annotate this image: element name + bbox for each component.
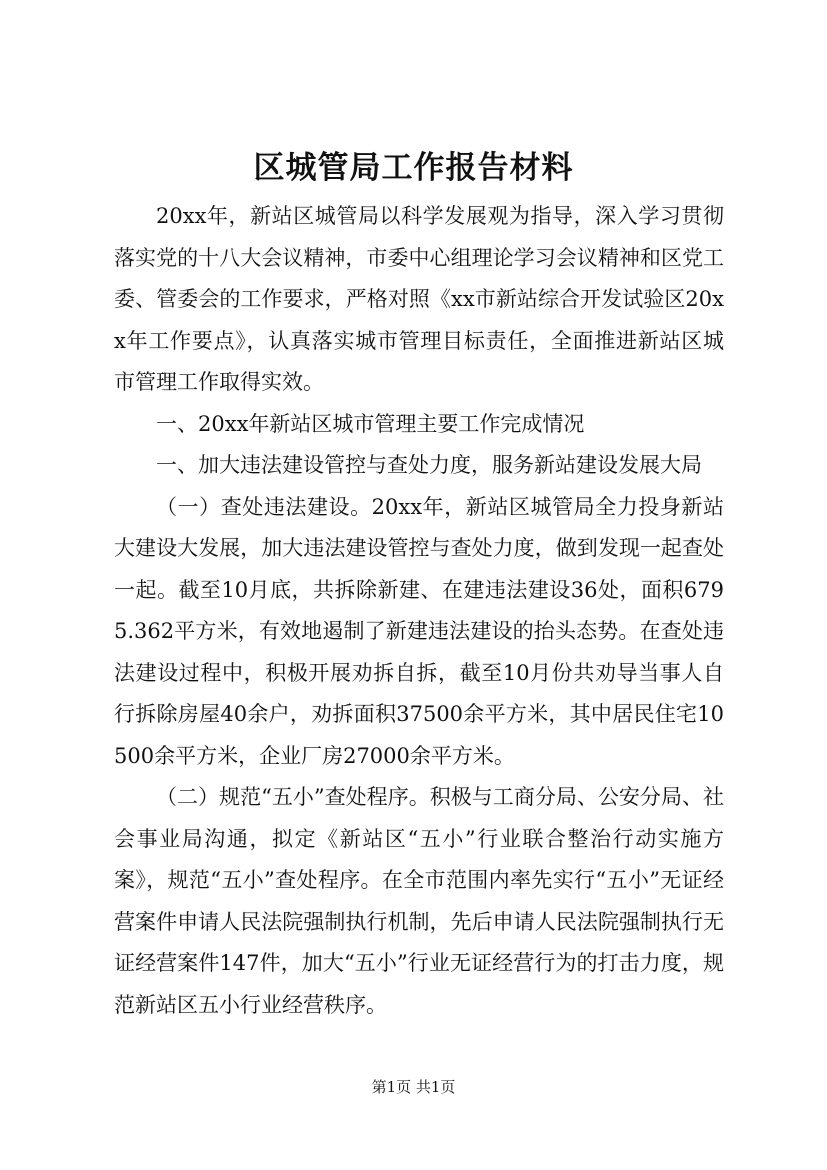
intro-paragraph: 20xx年，新站区城管局以科学发展观为指导，深入学习贯彻落实党的十八大会议精神，市委中心组理论学习会议精神和区党工委、管委会的工作要求，严格对照《xx市新站综合开发试验区20xx年工作要点》，认真落实城市管理目标责任，全面推进新站区城市管理工作取得实效。 <box>114 204 724 394</box>
document-body <box>114 196 724 1026</box>
paragraph-illegal-construction: （一）查处违法建设。20xx年，新站区城管局全力投身新站大建设大发展，加大违法建设管控与查处力度，做到发现一起查处一起。截至10月底，共拆除新建、在建违法建设36处，面积6795.362平方米，有效地遏制了新建违法建设的抬头态势。在查处违法建设过程中，积极开展劝拆自拆，截至10月份共劝导当事人自行拆除房屋40余户，劝拆面积37500余平方米，其中居民住宅10500余平方米，企业厂房27000余平方米。 <box>114 494 724 768</box>
subsection-heading: 一、加大违法建设管控与查处力度，服务新站建设发展大局 <box>156 453 702 477</box>
paragraph-five-small: （二）规范“五小”查处程序。积极与工商分局、公安分局、社会事业局沟通，拟定《新站区“五小”行业联合整治行动实施方案》，规范“五小”查处程序。在全市范围内率先实行“五小”无证经营案件申请人民法院强制执行机制，先后申请人民法院强制执行无证经营案件147件，加大“五小”行业无证经营行为的打击力度，规范新站区五小行业经营秩序。 <box>114 785 724 1017</box>
page-footer: 第1页 共1页 <box>371 1078 456 1096</box>
document-title: 区城管局工作报告材料 <box>253 150 574 186</box>
section-heading: 一、20xx年新站区城市管理主要工作完成情况 <box>156 411 585 436</box>
